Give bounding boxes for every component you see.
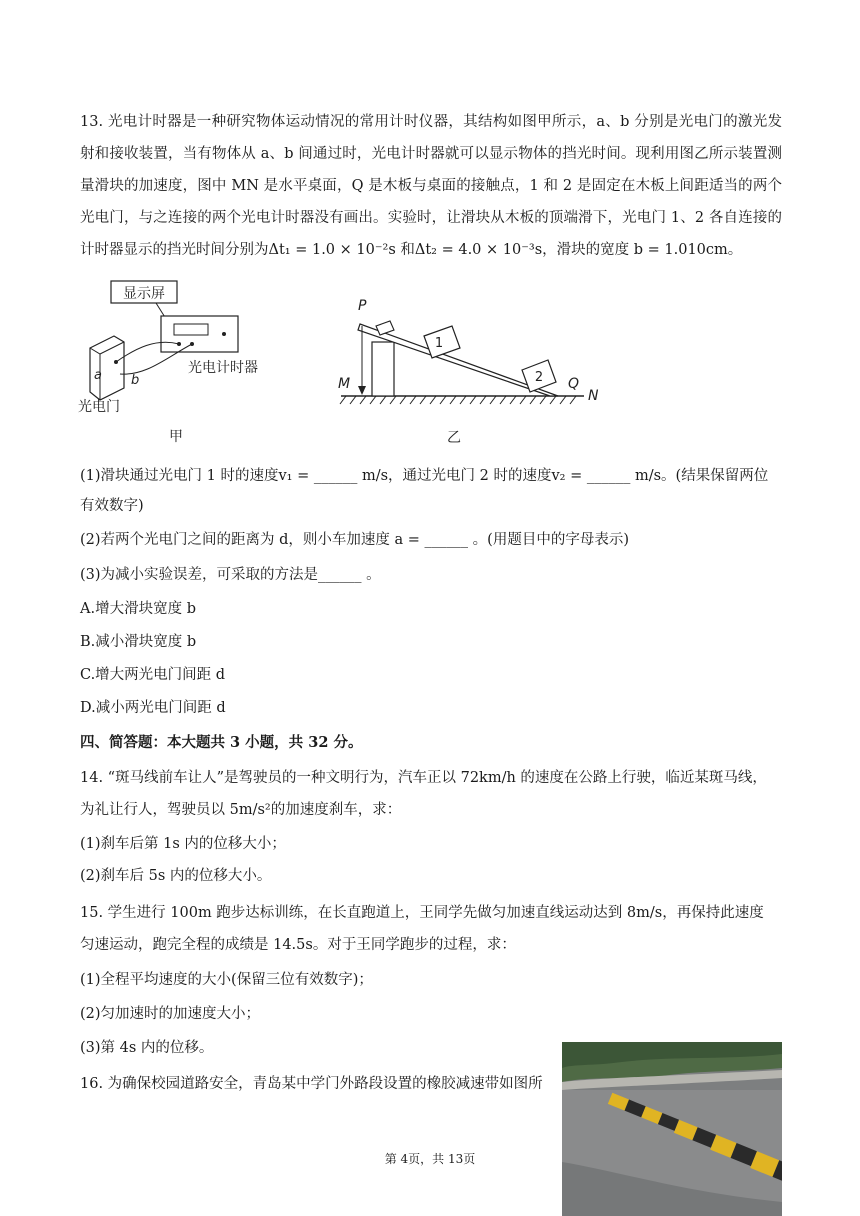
- q15-line1: 15. 学生进行 100m 跑步达标训练，在长直跑道上，王同学先做匀加速直线运动达到 8m/s，再保持此速度: [80, 905, 764, 921]
- q13-sub1-line1: (1)滑块通过光电门 1 时的速度v₁ = ______ m/s，通过光电门 2 时的速度v₂ = ______ m/s。(结果保留两位: [80, 468, 769, 484]
- q13-option-a: A.增大滑块宽度 b: [80, 601, 196, 617]
- q15-sub3: (3)第 4s 内的位移。: [80, 1040, 214, 1056]
- slider: [376, 321, 394, 335]
- figure-yi: [336, 292, 606, 448]
- gate-1-label: 1: [434, 336, 444, 351]
- gate-a-label: a: [94, 368, 102, 383]
- timer-screen: [174, 324, 208, 335]
- gate-b-label: b: [131, 373, 140, 388]
- figure-jia: [76, 278, 286, 446]
- q14-sub1: (1)刹车后第 1s 内的位移大小；: [80, 836, 286, 852]
- q13-sub1-line2: 有效数字): [80, 498, 144, 514]
- q13-text: 13. 光电计时器是一种研究物体运动情况的常用计时仪器，其结构如图甲所示，a、b 分别是光电门的激光发射和接收装置，当有物体从 a、b 间通过时，光电计时器就可以显示物体的挡光时间。现利用图乙所示装置测量滑块的加速度，图中 MN 是水平桌面，Q 是木板与桌面的接触点，1 和 2 是固定在木板上间距适当的两个光电门，与之连接的两个光电计时器没有画出。实验时，让滑块从木板的顶端滑下，光电门 1、2 各自连接的计时器显示的挡光时间分别为Δt₁ = 1.0 × 10⁻²s 和Δt₂ = 4.0 × 10⁻³s，滑块的宽度 b = 1.010cm。: [80, 114, 782, 258]
- q14-line1: 14. “斑马线前车让人”是驾驶员的一种文明行为，汽车正以 72km/h 的速度在公路上行驶，临近某斑马线，: [80, 770, 767, 786]
- support-block: [372, 342, 394, 396]
- point-Q: Q: [568, 376, 580, 392]
- point-N: N: [588, 388, 599, 404]
- speed-bump-photo: [562, 1042, 782, 1216]
- caption-yi: 乙: [447, 430, 461, 446]
- section-4-heading: 四、简答题：本大题共 3 小题，共 32 分。: [80, 734, 363, 751]
- gate-2-label: 2: [534, 370, 544, 385]
- q13-sub3: (3)为减小实验误差，可采取的方法是______ 。: [80, 567, 381, 583]
- point-M: M: [338, 376, 351, 392]
- q13-sub2: (2)若两个光电门之间的距离为 d，则小车加速度 a = ______ 。(用题目中的字母表示): [80, 532, 629, 548]
- q14-sub2: (2)刹车后 5s 内的位移大小。: [80, 868, 272, 884]
- screen-label: 显示屏: [123, 286, 165, 302]
- q13-option-d: D.减小两光电门间距 d: [80, 700, 226, 716]
- point-P: P: [358, 298, 367, 314]
- gate-label: 光电门: [78, 399, 120, 415]
- q15-line2: 匀速运动，跑完全程的成绩是 14.5s。对于王同学跑步的过程，求：: [80, 937, 516, 953]
- q14-line2: 为礼让行人，驾驶员以 5m/s²的加速度刹车，求：: [80, 802, 402, 818]
- page-footer: 第 4页，共 13页: [384, 1152, 476, 1166]
- q15-sub2: (2)匀加速时的加速度大小；: [80, 1006, 261, 1022]
- q16-line1: 16. 为确保校园道路安全，青岛某中学门外路段设置的橡胶减速带如图所: [80, 1076, 543, 1092]
- q13-option-c: C.增大两光电门间距 d: [80, 667, 226, 683]
- q15-sub1: (1)全程平均速度的大小(保留三位有效数字)；: [80, 972, 373, 988]
- caption-jia: 甲: [169, 429, 183, 445]
- timer-label: 光电计时器: [188, 360, 258, 376]
- q13-option-b: B.减小滑块宽度 b: [80, 634, 197, 650]
